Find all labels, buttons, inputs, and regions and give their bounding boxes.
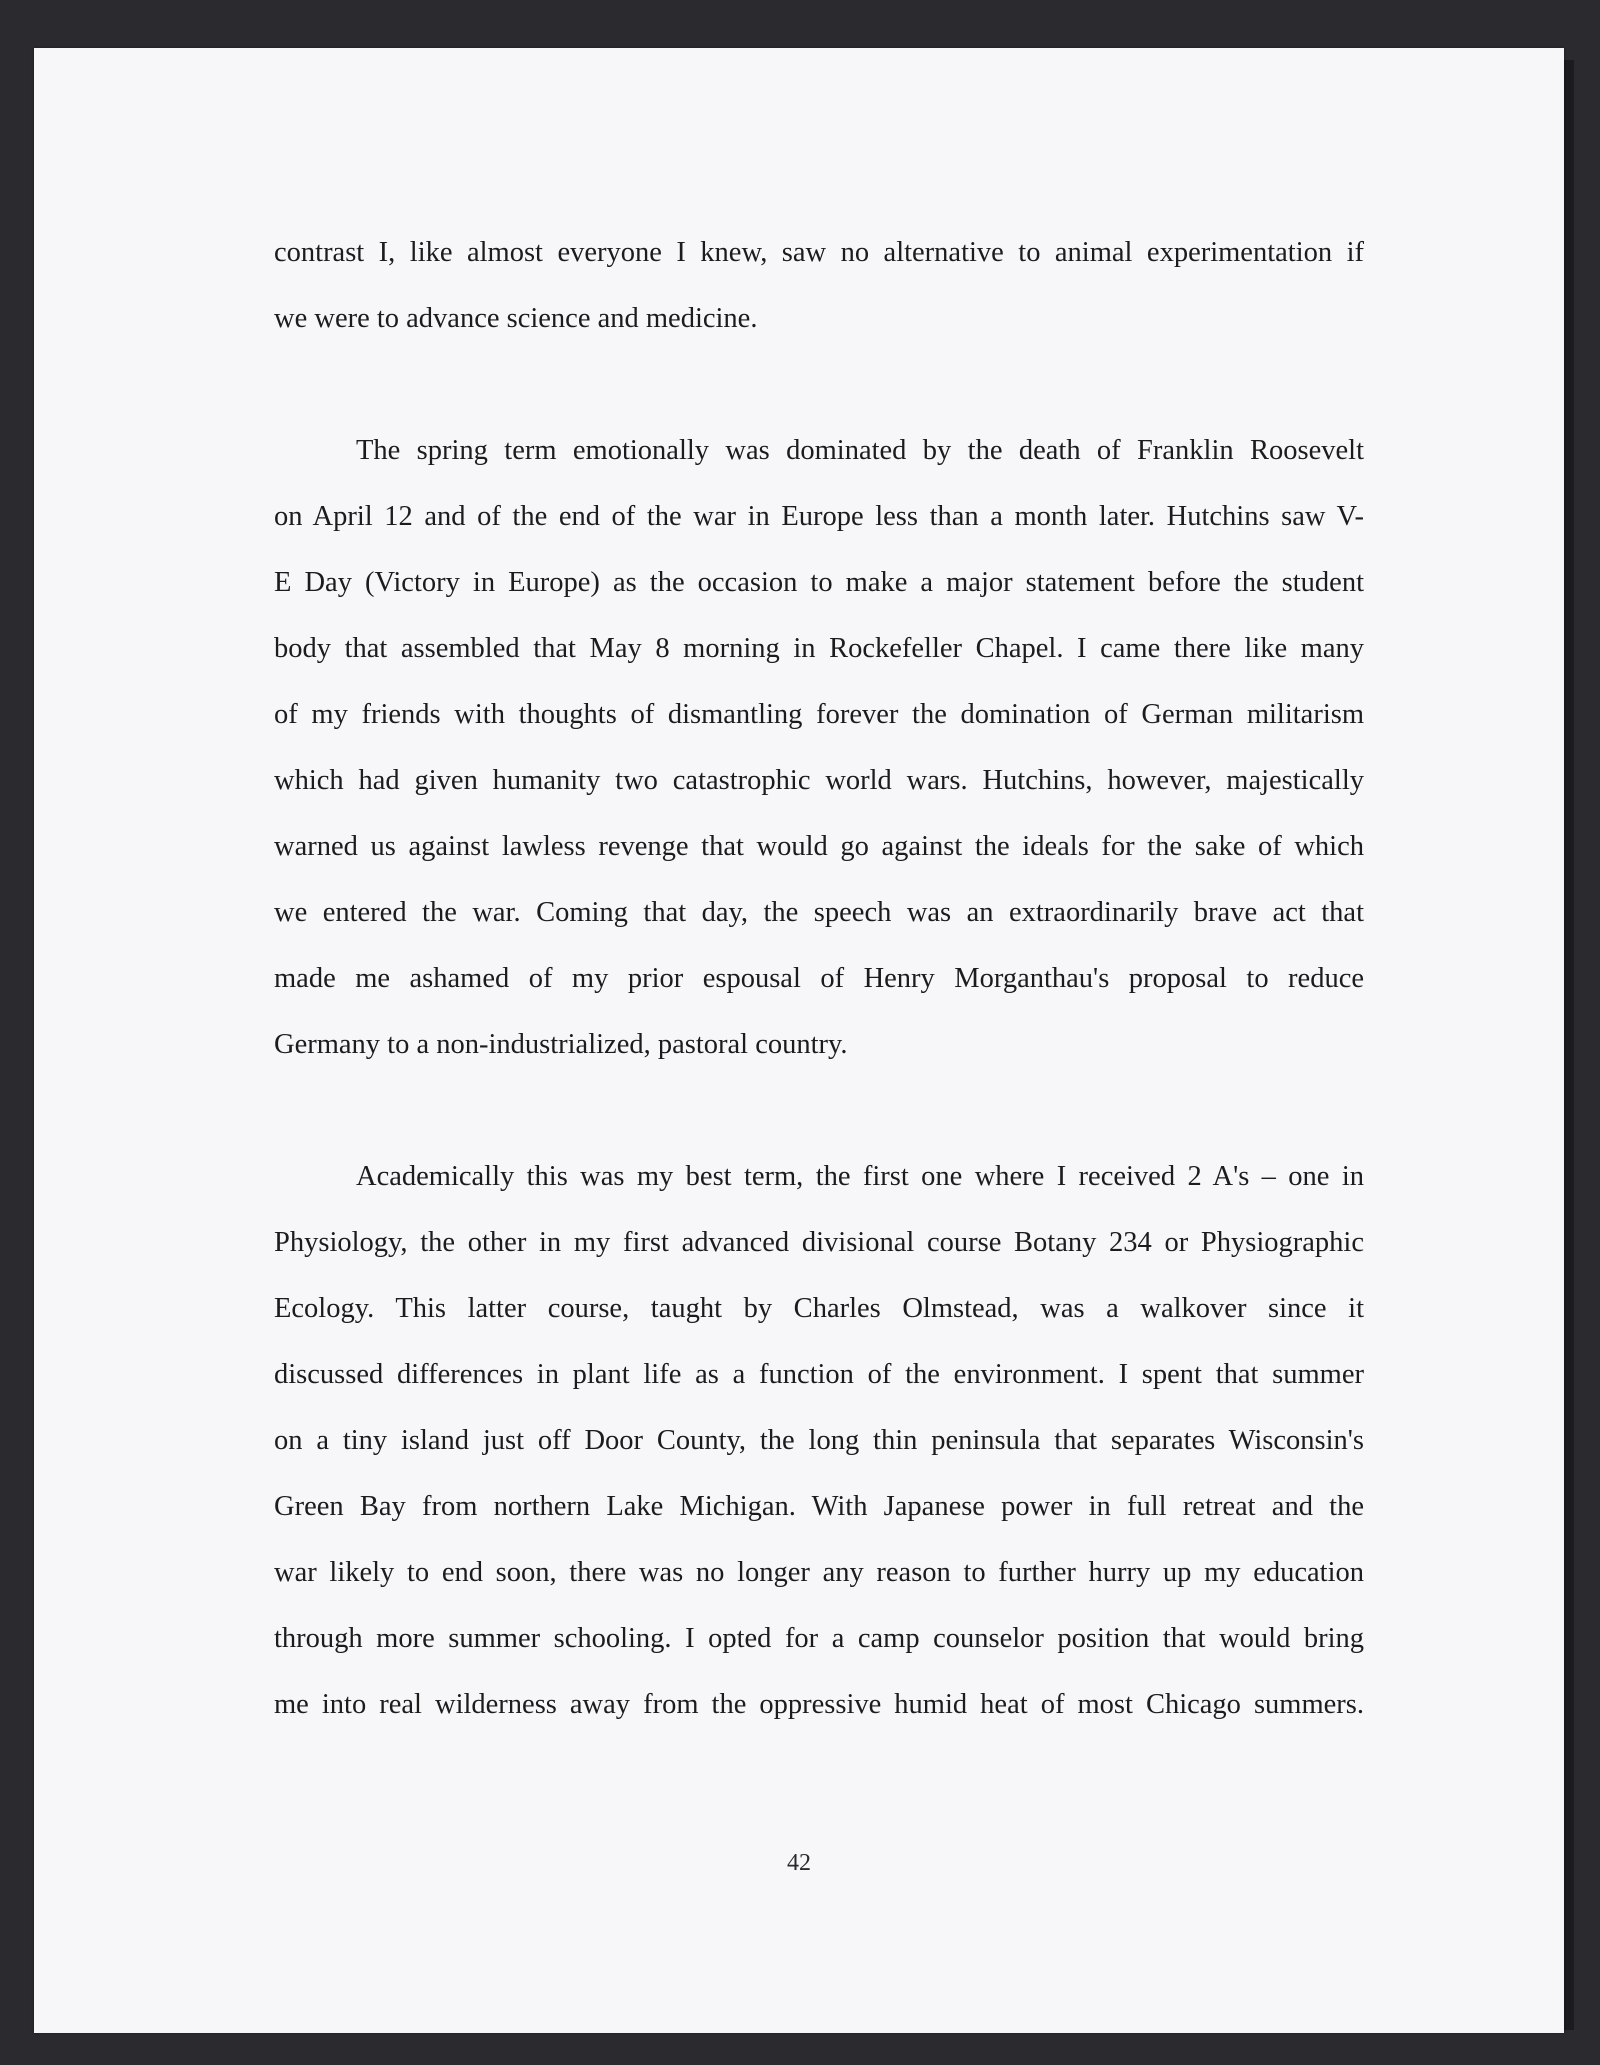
- document-page: [34, 48, 1564, 2033]
- text-line: we entered the war. Coming that day, the speech was an extraordinarily brave act that: [274, 897, 1364, 928]
- body-text: [274, 220, 1364, 1738]
- text-line: discussed differences in plant life as a function of the environment. I spent that summer: [274, 1359, 1364, 1390]
- text-line: of my friends with thoughts of dismantling forever the domination of German militarism: [274, 699, 1364, 730]
- page-number: 42: [787, 1850, 811, 1876]
- text-line: warned us against lawless revenge that would go against the ideals for the sake of which: [274, 831, 1364, 862]
- text-line: which had given humanity two catastrophic world wars. Hutchins, however, majestically: [274, 765, 1364, 796]
- text-line: on a tiny island just off Door County, the long thin peninsula that separates Wisconsin's: [274, 1425, 1364, 1456]
- text-line: we were to advance science and medicine.: [274, 303, 758, 334]
- text-line: The spring term emotionally was dominated by the death of Franklin Roosevelt: [356, 435, 1364, 466]
- text-line: E Day (Victory in Europe) as the occasion to make a major statement before the student: [274, 567, 1364, 598]
- text-line: Ecology. This latter course, taught by Charles Olmstead, was a walkover since it: [274, 1293, 1364, 1324]
- text-line: on April 12 and of the end of the war in Europe less than a month later. Hutchins saw V-: [274, 501, 1364, 532]
- text-line: Green Bay from northern Lake Michigan. With Japanese power in full retreat and the: [274, 1491, 1364, 1522]
- text-line: Academically this was my best term, the first one where I received 2 A's – one in: [356, 1161, 1364, 1192]
- text-line: contrast I, like almost everyone I knew, saw no alternative to animal experimentation if: [274, 237, 1364, 268]
- text-line: made me ashamed of my prior espousal of Henry Morganthau's proposal to reduce: [274, 963, 1364, 994]
- text-line: Germany to a non-industrialized, pastoral country.: [274, 1029, 848, 1060]
- paragraph-2: [274, 418, 1364, 1078]
- text-line: Physiology, the other in my first advanced divisional course Botany 234 or Physiographic: [274, 1227, 1364, 1258]
- text-line: through more summer schooling. I opted for a camp counselor position that would bring: [274, 1623, 1364, 1654]
- paragraph-1: [274, 220, 1364, 352]
- paragraph-3: [274, 1144, 1364, 1738]
- text-line: body that assembled that May 8 morning in Rockefeller Chapel. I came there like many: [274, 633, 1364, 664]
- text-line: me into real wilderness away from the oppressive humid heat of most Chicago summers.: [274, 1689, 1364, 1720]
- text-line: war likely to end soon, there was no longer any reason to further hurry up my education: [274, 1557, 1364, 1588]
